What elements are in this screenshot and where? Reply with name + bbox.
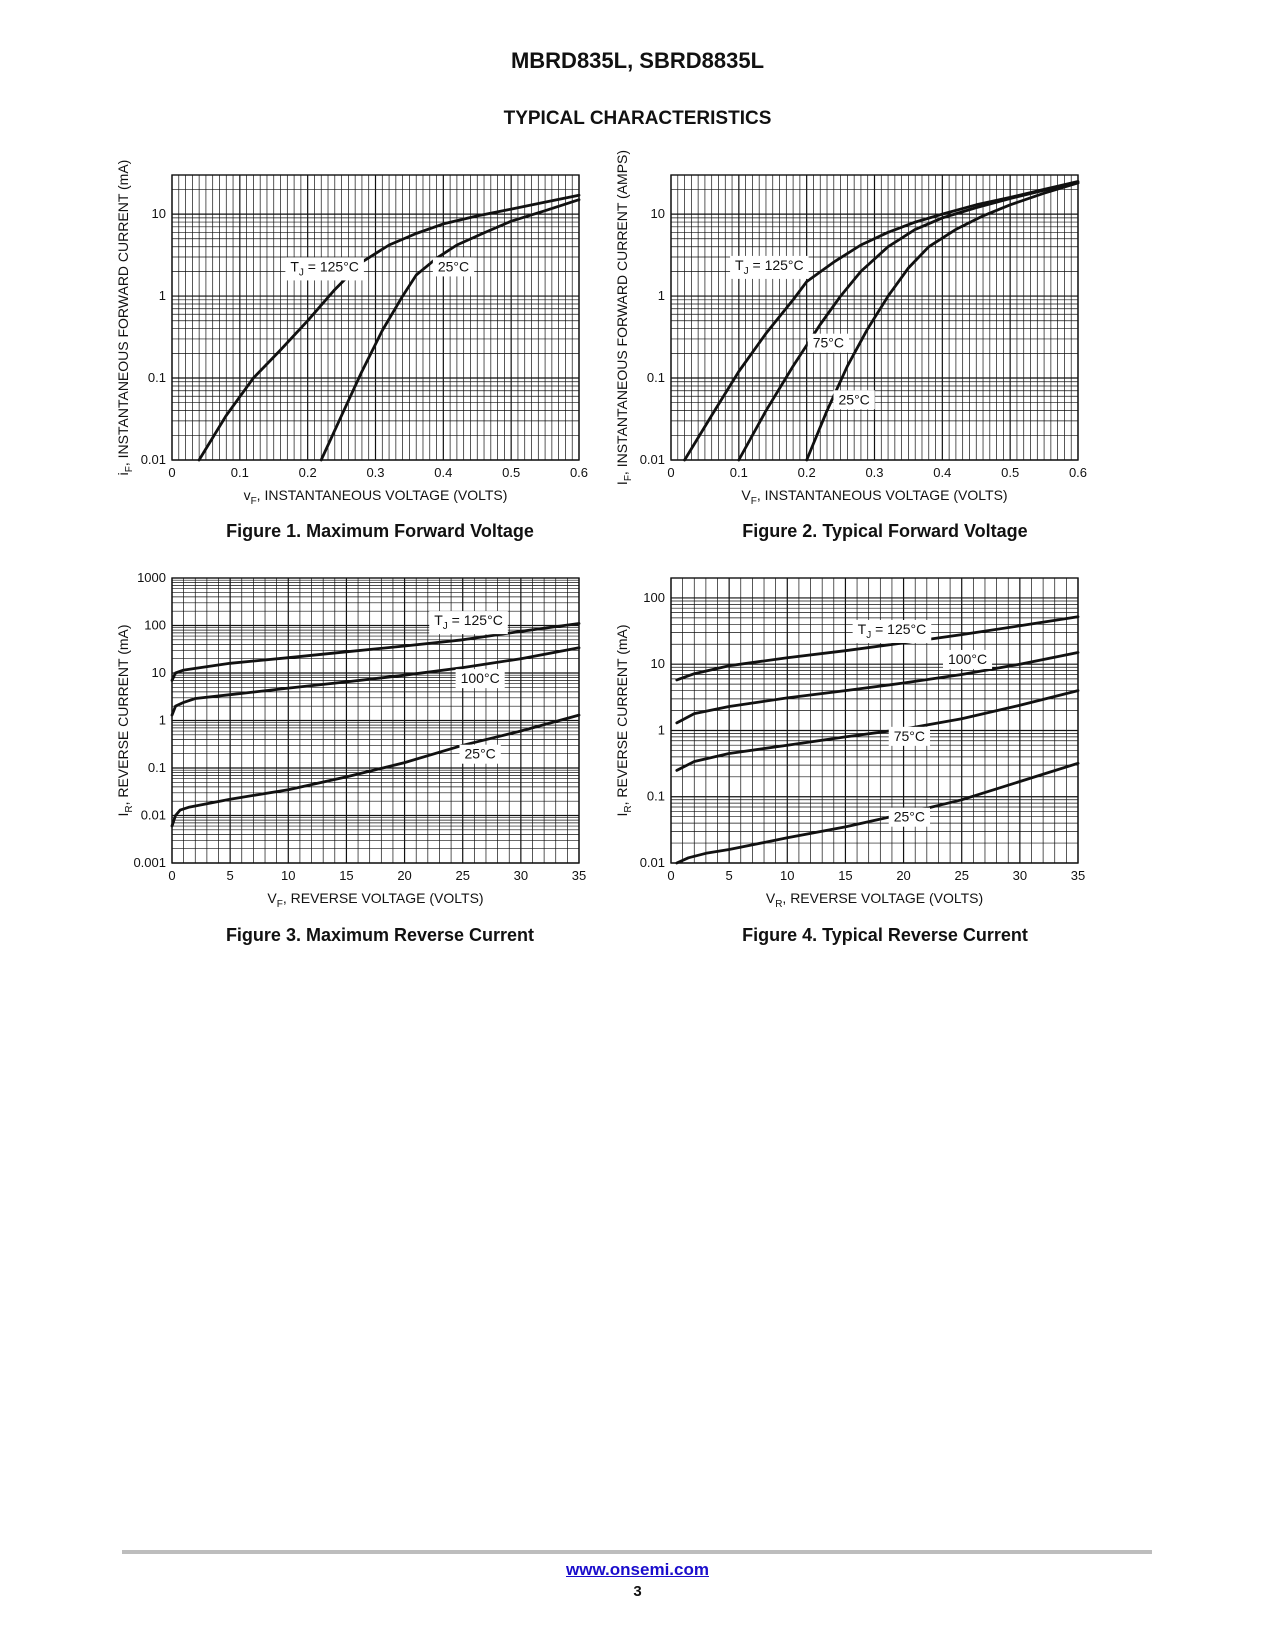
y-tick-label: 10 bbox=[151, 206, 166, 222]
svg-text:25°C: 25°C bbox=[893, 808, 926, 825]
svg-text:100°C: 100°C bbox=[460, 670, 500, 687]
y-tick-label: 0.1 bbox=[147, 760, 166, 775]
x-tick-label: 25 bbox=[455, 868, 470, 883]
x-axis-label: $v_F$, INSTANTANEOUS VOLTAGE (VOLTS) bbox=[243, 487, 508, 507]
y-axis-label: $I_R$, REVERSE CURRENT (mA) bbox=[614, 624, 634, 817]
y-axis-label: $i_F$, INSTANTANEOUS FORWARD CURRENT (mA) bbox=[115, 159, 135, 476]
x-tick-label: 30 bbox=[1012, 868, 1028, 883]
series-line-1 bbox=[172, 648, 579, 715]
x-tick-label: 0.5 bbox=[502, 465, 521, 480]
series-label bbox=[456, 669, 505, 688]
figure-1-caption: Figure 1. Maximum Forward Voltage bbox=[226, 521, 534, 541]
fig4-svg bbox=[615, 568, 1085, 918]
section-title: TYPICAL CHARACTERISTICS bbox=[503, 108, 772, 129]
x-tick-label: 0.5 bbox=[1001, 465, 1020, 480]
figure-3-chart bbox=[110, 568, 587, 918]
series-label bbox=[433, 257, 474, 276]
y-tick-label: 10 bbox=[650, 206, 665, 222]
y-tick-label: 100 bbox=[144, 617, 166, 633]
footer-website-link[interactable]: www.onsemi.com bbox=[566, 1560, 709, 1579]
x-tick-label: 0 bbox=[168, 465, 176, 480]
figure-1-chart bbox=[110, 159, 589, 515]
x-tick-label: 0.4 bbox=[933, 465, 952, 480]
y-tick-label: 10 bbox=[650, 656, 665, 672]
x-tick-label: 0.1 bbox=[230, 465, 249, 480]
y-tick-label: 0.01 bbox=[639, 452, 665, 467]
page-number: 3 bbox=[633, 1583, 642, 1600]
fig1-svg bbox=[110, 159, 589, 515]
y-tick-label: 0.1 bbox=[646, 788, 665, 804]
svg-text:100°C: 100°C bbox=[947, 650, 988, 667]
svg-text:TJ = 125°C: $T_J = 125^\circ C$ bbox=[290, 258, 359, 279]
svg-text:75°C: 75°C bbox=[812, 334, 845, 351]
series-label bbox=[808, 334, 849, 353]
grid bbox=[172, 578, 579, 863]
x-tick-label: 0.2 bbox=[298, 465, 317, 480]
y-tick-label: 0.1 bbox=[147, 370, 166, 386]
y-tick-label: 100 bbox=[643, 589, 665, 605]
x-tick-label: 20 bbox=[397, 868, 412, 883]
y-tick-label: 1 bbox=[158, 288, 166, 304]
series-label bbox=[730, 256, 809, 279]
y-tick-label: 0.001 bbox=[133, 855, 166, 870]
x-tick-label: 35 bbox=[571, 868, 587, 883]
fig2-svg bbox=[614, 149, 1088, 515]
x-axis-label: $V_R$, REVERSE VOLTAGE (VOLTS) bbox=[765, 890, 984, 910]
x-tick-label: 0 bbox=[667, 465, 675, 480]
y-tick-label: 1 bbox=[657, 288, 665, 304]
x-tick-label: 10 bbox=[281, 868, 296, 883]
y-tick-label: 1000 bbox=[137, 570, 166, 585]
x-tick-label: 0.6 bbox=[1068, 465, 1088, 480]
series-label bbox=[429, 611, 508, 634]
y-axis-label: $I_F$, INSTANTANEOUS FORWARD CURRENT (AMPS) bbox=[614, 149, 634, 486]
y-tick-label: 0.01 bbox=[140, 452, 166, 467]
series-line-2 bbox=[172, 715, 579, 826]
x-tick-label: 15 bbox=[838, 868, 853, 883]
x-tick-label: 0.3 bbox=[366, 465, 385, 480]
x-tick-label: 0 bbox=[667, 868, 675, 883]
svg-text:TJ = 125°C: $T_J = 125^\circ C$ bbox=[857, 620, 927, 641]
y-axis-label: $I_R$, REVERSE CURRENT (mA) bbox=[115, 624, 135, 817]
y-tick-label: 0.01 bbox=[639, 855, 665, 870]
series-line-3 bbox=[677, 763, 1078, 863]
footer-divider bbox=[122, 1550, 1152, 1554]
series-label bbox=[853, 620, 932, 643]
x-axis-label: $V_F$, REVERSE VOLTAGE (VOLTS) bbox=[267, 890, 484, 910]
series-label bbox=[889, 808, 930, 827]
svg-text:75°C: 75°C bbox=[893, 727, 926, 744]
y-tick-label: 1 bbox=[657, 722, 665, 738]
x-tick-label: 0 bbox=[168, 868, 176, 883]
x-tick-label: 15 bbox=[339, 868, 354, 883]
x-tick-label: 5 bbox=[226, 868, 234, 883]
svg-text:25°C: 25°C bbox=[838, 391, 870, 408]
x-tick-label: 20 bbox=[896, 868, 911, 883]
svg-text:TJ = 125°C: $T_J = 125^\circ C$ bbox=[434, 612, 503, 633]
series-label bbox=[834, 390, 875, 409]
figure-4-caption: Figure 4. Typical Reverse Current bbox=[742, 925, 1028, 945]
figure-2-caption: Figure 2. Typical Forward Voltage bbox=[742, 521, 1028, 541]
y-tick-label: 1 bbox=[158, 712, 166, 728]
series-label bbox=[285, 257, 364, 280]
svg-text:25°C: 25°C bbox=[464, 745, 496, 762]
series-label bbox=[889, 727, 930, 746]
series-line-1 bbox=[677, 650, 1078, 723]
figure-4-chart bbox=[615, 568, 1085, 918]
x-tick-label: 25 bbox=[954, 868, 969, 883]
x-tick-label: 5 bbox=[725, 868, 733, 883]
y-tick-label: 0.1 bbox=[646, 370, 665, 386]
x-tick-label: 0.2 bbox=[797, 465, 816, 480]
svg-text:TJ = 125°C: $T_J = 125^\circ C$ bbox=[735, 256, 804, 277]
x-tick-label: 0.6 bbox=[569, 465, 589, 480]
figure-2-chart bbox=[614, 149, 1088, 515]
y-tick-label: 0.01 bbox=[140, 807, 166, 823]
x-tick-label: 30 bbox=[513, 868, 529, 883]
x-tick-label: 0.4 bbox=[434, 465, 453, 480]
x-tick-label: 0.3 bbox=[865, 465, 884, 480]
fig3-svg bbox=[110, 568, 587, 918]
document-title: MBRD835L, SBRD8835L bbox=[510, 48, 765, 73]
figure-3-caption: Figure 3. Maximum Reverse Current bbox=[225, 925, 535, 945]
x-tick-label: 35 bbox=[1070, 868, 1086, 883]
y-tick-label: 10 bbox=[151, 665, 166, 680]
x-tick-label: 0.1 bbox=[729, 465, 748, 480]
series-line-0 bbox=[172, 624, 579, 681]
x-tick-label: 10 bbox=[780, 868, 795, 883]
x-axis-label: $V_F$, INSTANTANEOUS VOLTAGE (VOLTS) bbox=[741, 487, 1008, 507]
series-label bbox=[460, 745, 501, 764]
series-label bbox=[943, 650, 992, 669]
svg-text:25°C: 25°C bbox=[437, 258, 470, 275]
